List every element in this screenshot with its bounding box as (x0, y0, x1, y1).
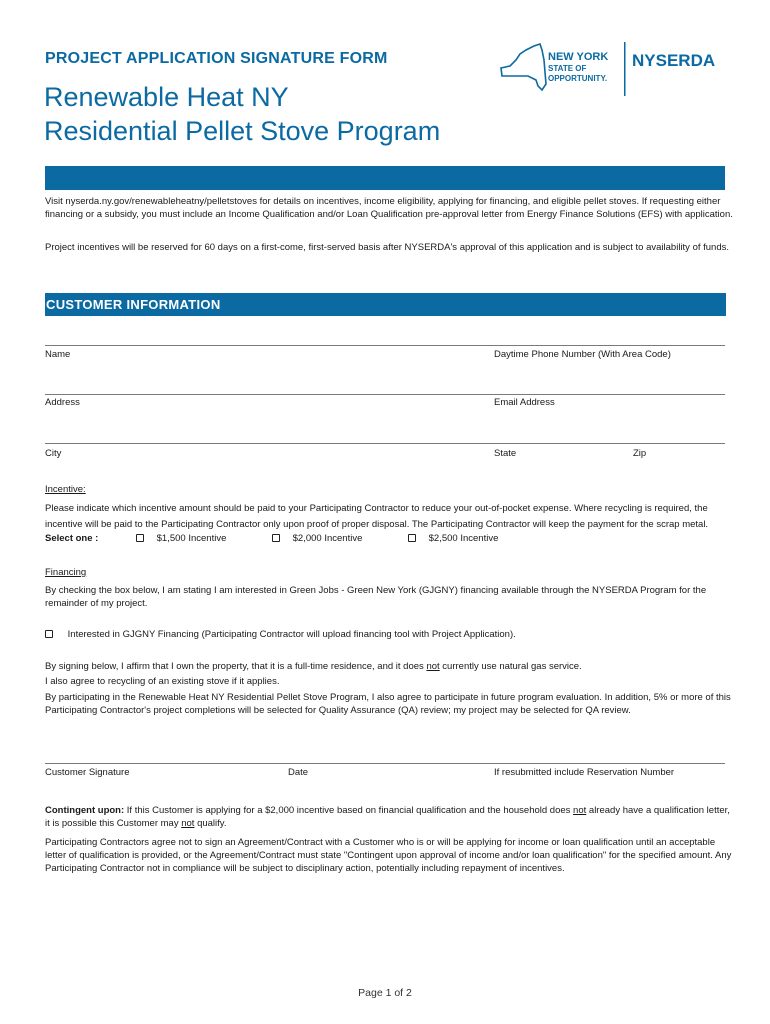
name-line[interactable] (45, 345, 725, 346)
contingent-not-2: not (181, 818, 195, 829)
incentive-text (45, 501, 735, 533)
incentive-text-line1: Please indicate which incentive amount should be paid to your Participating Contractor to reduce your out-of-pocket expense. Where recycling is required, the (45, 503, 708, 514)
program-title (44, 80, 440, 148)
reservation-label: If resubmitted include Reservation Number (494, 767, 675, 778)
affirm-text-a: By signing below, I affirm that I own the property, that it is a full-time residence, and it does (45, 661, 427, 672)
city-label: City (45, 448, 62, 459)
state-label: State (494, 448, 517, 459)
email-label: Email Address (494, 397, 555, 408)
financing-heading: Financing (45, 567, 87, 578)
date-label: Date (288, 767, 309, 778)
checkbox-1500[interactable] (136, 534, 144, 542)
affirm-paragraph: By participating in the Renewable Heat NY Residential Pellet Stove Program, I also agree to participate in future program evaluation. In addition, 5% or more of this Participating Contractor's project completions will be selected for Quality Assurance (QA) review; my project may be selected for QA review. (45, 692, 731, 716)
contingent-paragraph-2: Participating Contractors agree not to sign an Agreement/Contract with a Customer who is or will be applying for income or loan qualification until an acceptable letter of qualification is provided, or the Agreement/Contract must state "Contingent upon approval of income and/or loan qualification" for the specified amount. Any Participating Contractor not in compliance will be subject to disciplinary action, potentially including repayment of incentives. (45, 837, 732, 874)
new-york-state-map-icon (501, 44, 546, 90)
intro-paragraph-1: Visit nyserda.ny.gov/renewableheatny/pelletstoves for details on incentives, income eligibility, applying for financing, and eligible pellet stoves. If requesting either financing or a subsidy, you must include an Income Qualification and/or Loan Qualification pre-approval letter from Energy Finance Solutions (EFS) with application. (45, 196, 733, 220)
program-title-line2: Residential Pellet Stove Program (44, 116, 441, 146)
address-label: Address (45, 397, 80, 408)
option-2500-label: $2,500 Incentive (428, 533, 499, 544)
checkbox-gjgny[interactable] (45, 630, 53, 638)
incentive-text-line2: incentive will be paid to the Participating Contractor only upon proof of proper disposal. The Participating Contractor will keep the payment for the scrap metal. (45, 519, 709, 530)
select-one-label: Select one : (45, 533, 99, 544)
logo-ny-line3: OPPORTUNITY. (548, 74, 608, 83)
customer-section-header: CUSTOMER INFORMATION (45, 293, 726, 316)
contingent-not-1: not (573, 805, 587, 816)
contingent-text-b: already have a qualification letter, it is possible this Customer may (45, 805, 730, 829)
form-title: PROJECT APPLICATION SIGNATURE FORM (45, 50, 388, 67)
name-label: Name (45, 349, 71, 360)
gjgny-label: Interested in GJGNY Financing (Participating Contractor will upload financing tool with Project Application). (67, 629, 516, 640)
financing-text: By checking the box below, I am stating I am interested in Green Jobs - Green New York (GJGNY) financing available through the NYSERDA Program for the remainder of my project. (45, 585, 707, 609)
logo-ny-line2: STATE OF (548, 64, 587, 73)
gjgny-financing-option[interactable] (45, 629, 516, 640)
affirm-line-1 (45, 660, 735, 673)
nyserda-logo (498, 40, 728, 100)
contingent-text-a: If this Customer is applying for a $2,000 incentive based on financial qualification and the household does (124, 805, 574, 816)
zip-label: Zip (633, 448, 647, 459)
option-1500-label: $1,500 Incentive (156, 533, 227, 544)
checkbox-2500[interactable] (408, 534, 416, 542)
contingent-text-c: qualify. (194, 818, 227, 829)
contingent-paragraph (45, 804, 735, 830)
incentive-option-2000[interactable] (272, 533, 362, 544)
logo-org: NYSERDA (632, 51, 716, 70)
signature-label: Customer Signature (45, 767, 130, 778)
program-title-line1: Renewable Heat NY (44, 82, 289, 112)
intro-paragraph-2: Project incentives will be reserved for 60 days on a first-come, first-served basis after NYSERDA's approval of this application and is subject to availability of funds. (45, 242, 730, 253)
affirm-text-b: currently use natural gas service. (439, 661, 582, 672)
affirm-not: not (426, 661, 440, 672)
city-line[interactable] (45, 443, 725, 444)
address-line[interactable] (45, 394, 725, 395)
phone-label: Daytime Phone Number (With Area Code) (494, 349, 671, 360)
contingent-lead: Contingent upon: (45, 805, 125, 816)
page-number: Page 1 of 2 (358, 987, 412, 999)
checkbox-2000[interactable] (272, 534, 280, 542)
option-2000-label: $2,000 Incentive (292, 533, 363, 544)
logo-ny-line1: NEW YORK (548, 51, 609, 63)
logo-divider (624, 42, 626, 96)
affirm-line-2: I also agree to recycling of an existing stove if it applies. (45, 676, 280, 687)
incentive-heading: Incentive: (45, 484, 86, 495)
header-bar (45, 166, 725, 190)
signature-line[interactable] (45, 763, 725, 764)
incentive-option-1500[interactable] (136, 533, 226, 544)
incentive-option-2500[interactable] (408, 533, 498, 544)
